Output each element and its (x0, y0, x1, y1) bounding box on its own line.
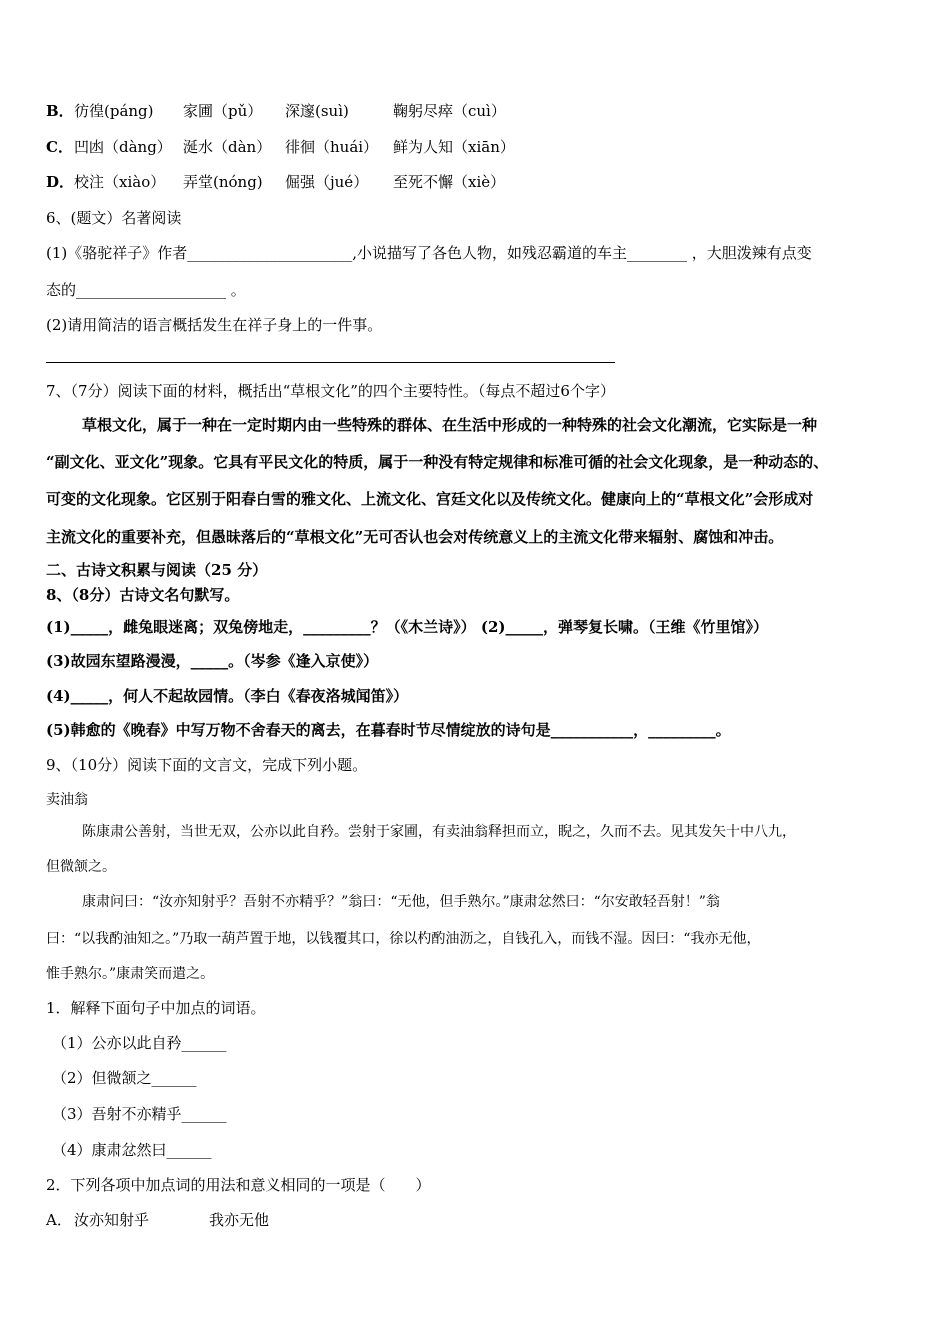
option-b-choice-3: 深邃(suì) (285, 102, 349, 120)
subquestion-1: 1．解释下面句子中加点的词语。 (46, 999, 266, 1017)
option-letter: D． (46, 173, 75, 191)
q7-paragraph-line: 草根文化，属于一种在一定时期内由一些特殊的群体、在生活中形成的一种特殊的社会文化潮流，它实际是一种 (82, 416, 818, 434)
option-d (46, 172, 74, 192)
option-d-choice-3: 倔强（jué） (285, 173, 369, 191)
option-c-choice-2: 涎水（dàn） (183, 138, 272, 156)
option-b-choice-1: 彷徨(páng) (74, 102, 154, 120)
option-c-choice-1: 凹凼（dàng） (74, 138, 172, 156)
option-b-choice-2: 家圃（pǔ） (183, 102, 263, 120)
q8-line-3: (4)_____，何人不起故园情。（李白《春夜洛城闻笛》） (46, 687, 409, 705)
passage-title: 卖油翁 (46, 792, 88, 808)
option-a-choice-2: 我亦无他 (209, 1211, 270, 1229)
subquestion-1-item: （3）吾射不亦精乎______ (52, 1105, 227, 1123)
q8-line-1: (1)_____，雌兔眼迷离；双兔傍地走，_________？（《木兰诗》） (2)_____，弹琴复长啸。（王维《竹里馆》） (46, 618, 768, 636)
q6-title: 6、(题文）名著阅读 (46, 209, 182, 227)
subquestion-1-item: （4）康肃忿然曰______ (52, 1141, 212, 1159)
option-a-choice-1: 汝亦知射乎 (74, 1211, 150, 1229)
passage-line: 康肃问曰：“汝亦知射乎？吾射不亦精乎？”翁曰：“无他，但手熟尔。”康肃忿然曰：“尔安敢轻吾射！”翁 (82, 894, 720, 910)
q7-paragraph-line: 可变的文化现象。它区别于阳春白雪的雅文化、上流文化、宫廷文化以及传统文化。健康向上的“草根文化”会形成对 (46, 490, 814, 508)
passage-line: 但微颔之。 (46, 859, 116, 875)
option-d-choice-4: 至死不懈（xiè） (393, 173, 506, 191)
option-d-choice-1: 校注（xiào） (74, 173, 166, 191)
passage-line: 陈康肃公善射，当世无双，公亦以此自矜。尝射于家圃，有卖油翁释担而立，睨之，久而不去。见其发矢十中八九， (82, 824, 796, 840)
passage-line: 曰：“以我酌油知之。”乃取一葫芦置于地，以钱覆其口，徐以杓酌油沥之，自钱孔入，而钱不湿。因曰：“我亦无他， (46, 931, 761, 947)
q6-line-2: 态的____________________ 。 (46, 281, 246, 299)
option-b-choice-4: 鞠躬尽瘁（cuì） (393, 102, 506, 120)
option-c-choice-4: 鲜为人知（xiān） (393, 138, 515, 156)
q9-title: 9、（10分）阅读下面的文言文，完成下列小题。 (46, 756, 368, 774)
option-letter: A． (46, 1211, 72, 1229)
q7-title: 7、（7分）阅读下面的材料，概括出“草根文化”的四个主要特性。（每点不超过6个字） (46, 382, 615, 400)
option-c-choice-3: 徘徊（huái） (285, 138, 379, 156)
section-heading: 二、古诗文积累与阅读（25 分） (46, 561, 268, 579)
option-letter: B． (46, 102, 74, 120)
q6-line-3: (2)请用简洁的语言概括发生在祥子身上的一件事。 (46, 316, 383, 334)
option-d-choice-2: 弄堂(nóng) (183, 173, 263, 191)
q8-title: 8、（8分）古诗文名句默写。 (46, 586, 240, 604)
q7-paragraph-line: 主流文化的重要补充，但愚昧落后的“草根文化”无可否认也会对传统意义上的主流文化带来辐射、腐蚀和冲击。 (46, 528, 784, 546)
option-letter: C． (46, 138, 73, 156)
subquestion-2: 2．下列各项中加点词的用法和意义相同的一项是（ ） (46, 1176, 431, 1194)
q8-line-2: (3)故园东望路漫漫，_____。（岑参《逢入京使》） (46, 652, 379, 670)
passage-line: 惟手熟尔。”康肃笑而遣之。 (46, 966, 215, 982)
subquestion-2-option-a (46, 1210, 72, 1230)
option-c (46, 137, 73, 157)
subquestion-1-item: （2）但微颔之______ (52, 1069, 197, 1087)
q7-paragraph-line: “副文化、亚文化”现象。它具有平民文化的特质，属于一种没有特定规律和标准可循的社会文化现象，是一种动态的、 (46, 453, 829, 471)
subquestion-1-item: （1）公亦以此自矜______ (52, 1034, 227, 1052)
q6-line-1: (1)《骆驼祥子》作者______________________,小说描写了各色人物，如残忍霸道的车主________ ，大胆泼辣有点变 (46, 244, 812, 262)
answer-line (46, 362, 615, 363)
q8-line-4: (5)韩愈的《晚春》中写万物不舍春天的离去，在暮春时节尽情绽放的诗句是___________，_________。 (46, 721, 731, 739)
option-b (46, 101, 74, 121)
